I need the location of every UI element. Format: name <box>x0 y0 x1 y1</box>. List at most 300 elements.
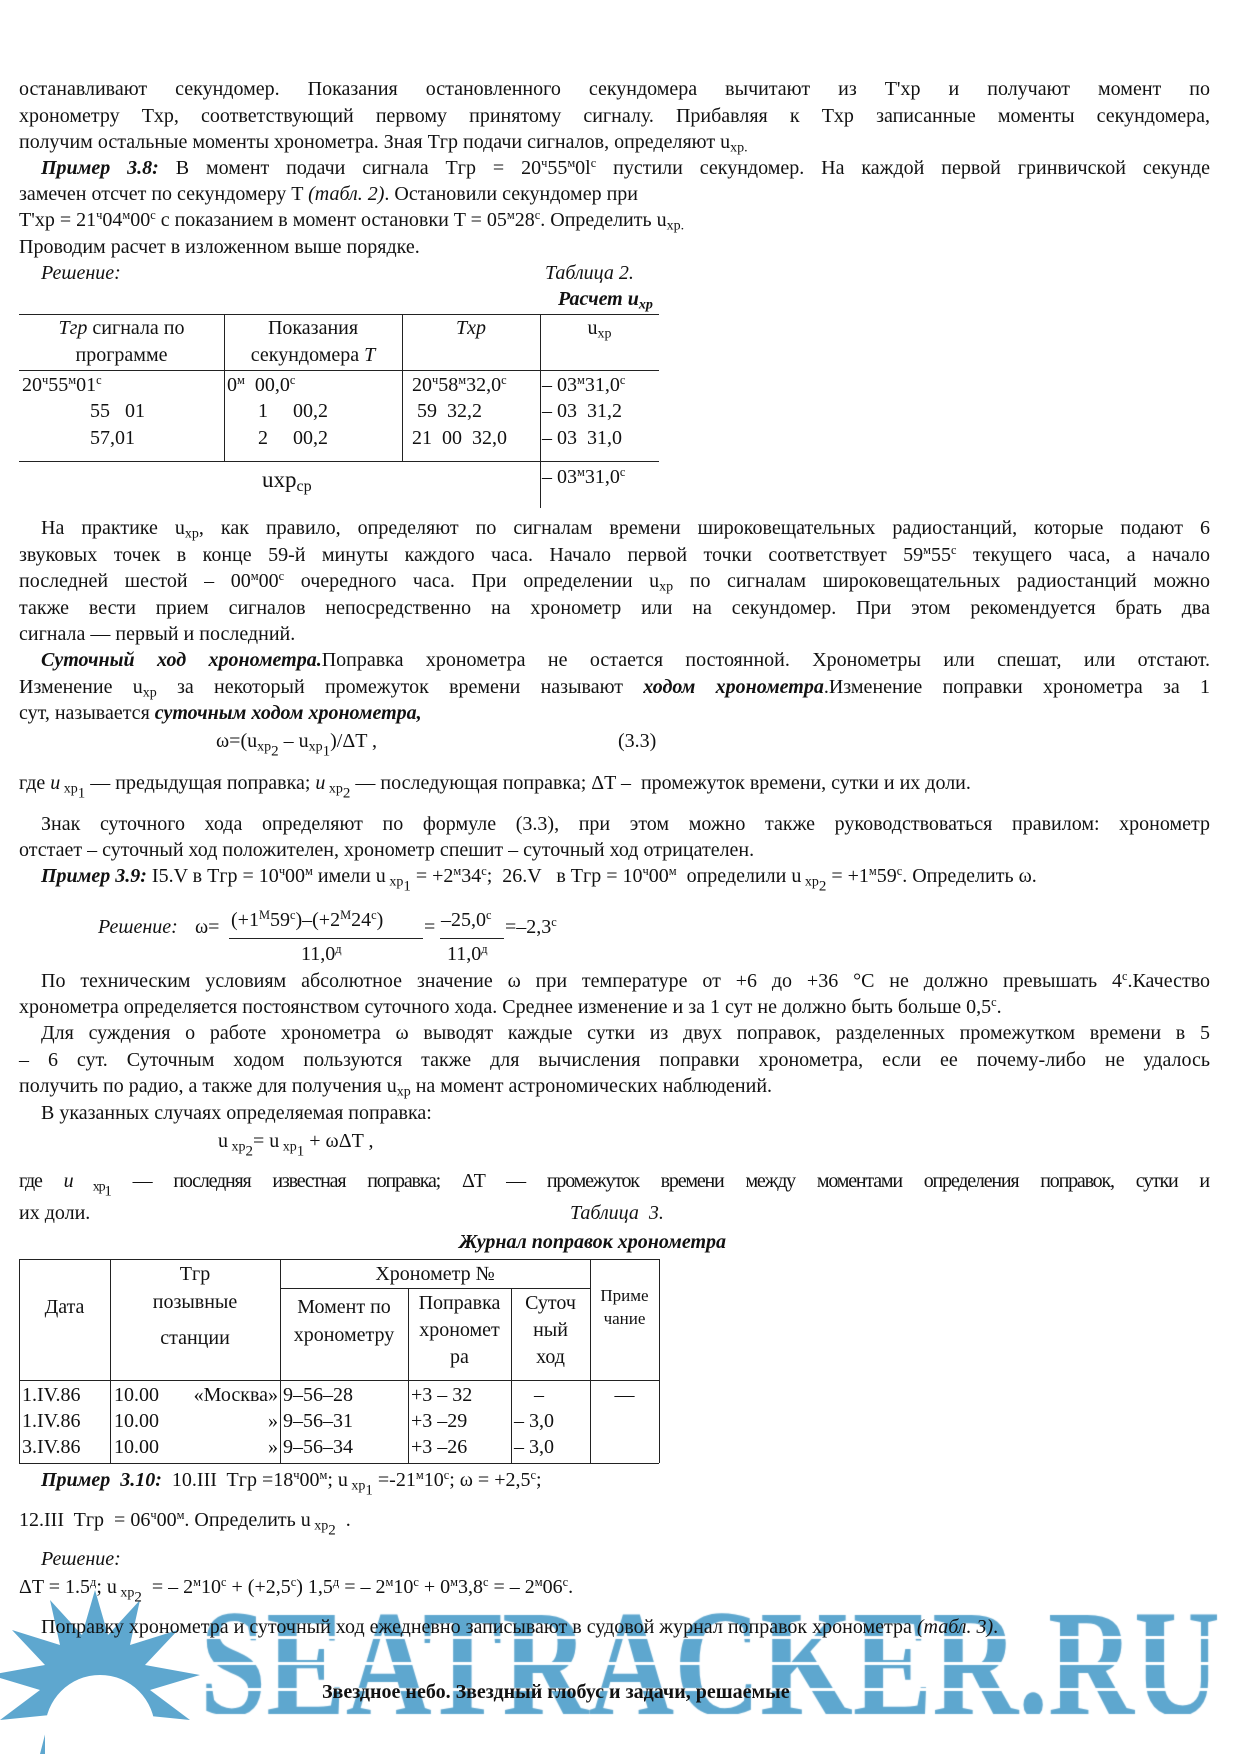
cell-stopwatch: 1 00,2 <box>258 400 328 422</box>
superscript: с <box>590 156 597 171</box>
text-segment: определили u <box>676 865 802 887</box>
text-segment: 10 <box>201 1576 221 1598</box>
text-line <box>19 837 754 863</box>
text-segment: , как правило, определяют по сигналам времени широковещательных радиостанций, которые подают 6 <box>198 517 1210 539</box>
subscript: 1 <box>296 1143 305 1160</box>
cell-uxp <box>542 372 625 398</box>
cell-stopwatch <box>227 372 295 398</box>
cell-txp: 59 32,2 <box>412 400 482 422</box>
footer-mean-value <box>542 464 625 490</box>
text-line <box>545 260 634 286</box>
header-txp: Txp <box>456 317 486 339</box>
text-segment: . Определить u <box>540 209 667 231</box>
header-tgr-line2: программе <box>75 344 168 366</box>
superscript: ч <box>96 208 103 223</box>
superscript: с <box>96 373 102 388</box>
text-line <box>19 542 1210 568</box>
text-line <box>19 207 684 233</box>
text-segment: (3.3) <box>618 730 657 752</box>
header-note: Приме <box>600 1286 649 1305</box>
superscript: м <box>577 373 585 388</box>
text-segment: 00 <box>156 1509 177 1531</box>
superscript: с <box>289 908 296 923</box>
header-sub: хр <box>597 326 612 342</box>
mean-label: uxp <box>262 467 297 492</box>
superscript: М <box>258 908 270 923</box>
text-segment: сут, называется <box>19 702 155 724</box>
text-segment: (табл. 3) <box>916 1616 994 1638</box>
superscript: с <box>991 995 997 1010</box>
text-segment: суточным ходом хронометра, <box>154 702 422 724</box>
header-correction-line2: хрономет <box>419 1319 500 1341</box>
text-line <box>41 647 1210 673</box>
superscript: с <box>551 915 557 930</box>
superscript: д <box>481 942 488 957</box>
text-line <box>41 155 1210 181</box>
text-segment: Расчет u <box>558 288 639 310</box>
subscript: хр. <box>730 140 748 156</box>
text-segment: 11,0 <box>301 943 336 965</box>
text-line <box>41 1100 432 1126</box>
cell-station: «Москва» <box>193 1384 278 1406</box>
cell-txp: 21 00 32,0 <box>412 427 507 449</box>
text-segment: В указанных случаях определяемая поправка: <box>41 1102 432 1124</box>
superscript: с <box>530 1468 536 1483</box>
text-segment: 01 <box>76 374 97 396</box>
text-segment: последней шестой – 00 <box>19 570 251 592</box>
text-segment: Таблица 3. <box>570 1202 664 1224</box>
superscript: м <box>453 864 462 879</box>
text-segment: = +1 <box>826 865 869 887</box>
header-tgr-text: сигнала по <box>87 317 185 339</box>
header-symbol: T <box>364 344 376 366</box>
text-line <box>41 1020 1210 1046</box>
text-line <box>218 1128 374 1160</box>
superscript: с <box>950 543 957 558</box>
text-segment: + 0 <box>418 1576 451 1598</box>
text-line <box>441 907 492 933</box>
text-segment: сигнала — первый и последний. <box>19 623 296 645</box>
subscript: xp <box>325 781 343 797</box>
text-line <box>19 1047 1210 1073</box>
header-rate-line2: ный <box>533 1319 568 1341</box>
header-rate-line3: ход <box>536 1346 565 1368</box>
subscript: 1 <box>77 785 86 802</box>
superscript: д <box>332 1575 340 1590</box>
text-segment: Пример 3.8: <box>41 157 159 179</box>
text-line <box>19 1168 1210 1200</box>
table-divider <box>280 1259 281 1463</box>
text-segment: ; ω = +2,5 <box>449 1469 531 1491</box>
text-line <box>447 941 488 967</box>
table-divider <box>19 461 659 462</box>
superscript: с <box>289 373 296 388</box>
text-segment: 10.III Tгр =18 <box>161 1469 294 1491</box>
fraction-bar <box>440 938 504 939</box>
header-date: Дата <box>44 1296 85 1318</box>
cell-uxp: – 03 31,2 <box>542 400 622 422</box>
cell-rate: – <box>534 1384 544 1406</box>
superscript: с <box>486 908 492 923</box>
superscript: с <box>562 1575 569 1590</box>
header-correction-line3: ра <box>450 1346 469 1368</box>
header-tgr-line3: станции <box>160 1327 230 1349</box>
text-segment: 0l <box>575 157 591 179</box>
superscript: м <box>250 569 259 584</box>
text-line <box>301 941 342 967</box>
text-line <box>41 863 1037 895</box>
header-text: секундомера <box>250 344 365 366</box>
text-segment: Суточный ход хронометра. <box>41 649 322 671</box>
superscript: д <box>90 1575 97 1590</box>
text-segment: звуковых точек в конце 59-й минуты каждого часа. Начало первой точки соответствует 59 <box>19 544 924 566</box>
text-segment: 28 <box>514 209 535 231</box>
superscript: с <box>150 208 156 223</box>
subscript: хр. <box>666 218 685 234</box>
text-segment: 32,0 <box>466 374 502 396</box>
cell-time: 10.00 <box>114 1410 159 1432</box>
subscript: xp <box>72 1179 105 1195</box>
superscript: м <box>668 864 677 879</box>
cell-moment: 9–56–28 <box>283 1384 353 1406</box>
text-segment: Поправку хронометра и суточный ход ежедневно записывают в судовой журнал поправок хронометра <box>41 1616 917 1638</box>
superscript: с <box>619 465 626 480</box>
text-segment: Проводим расчет в изложенном выше порядке. <box>19 236 420 258</box>
text-segment: 11,0 <box>447 943 482 965</box>
text-segment: T'хр = 21 <box>19 209 97 231</box>
cell-correction: +3 –29 <box>411 1410 468 1432</box>
text-segment: 10 <box>423 1469 444 1491</box>
text-segment: 10 <box>393 1576 414 1598</box>
superscript: ч <box>150 1508 157 1523</box>
superscript: ч <box>42 373 49 388</box>
header-tgr <box>19 315 224 341</box>
cell-moment: 9–56–34 <box>283 1436 353 1458</box>
cell-date: 1.IV.86 <box>22 1384 81 1406</box>
text-line <box>459 1229 726 1255</box>
text-segment: 20 <box>412 374 432 396</box>
text-segment: получить по радио, а также для получения u <box>19 1075 397 1097</box>
subscript: xp <box>279 1139 297 1155</box>
text-line <box>19 129 748 155</box>
superscript: м <box>450 1575 458 1590</box>
text-segment: . <box>996 996 1002 1018</box>
text-segment: ; u <box>96 1576 117 1598</box>
text-line <box>41 1614 998 1640</box>
header-uxp <box>540 315 659 341</box>
text-segment: хронометру Tхр, соответствующий первому принятому сигналу. Прибавляя к Tхр записанные моменты секундомера, <box>19 105 1210 127</box>
superscript: с <box>290 1575 297 1590</box>
text-line <box>41 968 1210 994</box>
superscript: м <box>237 373 245 388</box>
text-segment: ω= <box>195 916 220 938</box>
text-segment: Решение: <box>41 1548 121 1570</box>
text-segment: . <box>993 1616 999 1638</box>
text-line <box>41 260 121 286</box>
superscript: ч <box>278 864 286 879</box>
text-segment: )–(+2 <box>295 909 341 931</box>
table-divider <box>280 1288 590 1289</box>
text-segment: 24 <box>351 909 372 931</box>
footer-mean-label <box>262 464 312 496</box>
superscript: с <box>443 1468 450 1483</box>
text-line <box>19 621 295 647</box>
cell-date: 1.IV.86 <box>22 1410 81 1432</box>
header-stopwatch: Показания <box>267 317 359 339</box>
text-segment: очередного часа. При определении u <box>284 570 660 592</box>
text-segment: Поправка хронометра не остается постоянной. Хронометры или спешат, или отстают. <box>321 649 1211 671</box>
superscript: с <box>1121 969 1128 984</box>
superscript: с <box>501 373 507 388</box>
text-segment: их доли. <box>19 1202 91 1224</box>
text-segment: 3,8 <box>457 1576 483 1598</box>
cell-txp <box>412 372 507 398</box>
cell-tgr: 55 01 <box>90 400 145 422</box>
text-segment: . <box>335 1509 351 1531</box>
cell-time: 10.00 <box>114 1384 159 1406</box>
superscript: м <box>923 543 931 558</box>
text-segment: – 03 <box>542 466 577 488</box>
text-line <box>19 1507 351 1539</box>
subscript: xp <box>385 874 404 890</box>
cell-station: » <box>268 1436 278 1458</box>
text-segment: ходом хронометра <box>643 676 824 698</box>
cell-moment: 9–56–31 <box>283 1410 353 1432</box>
cell-date: 3.IV.86 <box>22 1436 81 1458</box>
text-line <box>424 914 435 940</box>
header-tgr: Тгр <box>179 1263 211 1285</box>
text-segment: 55 <box>48 374 69 396</box>
text-line <box>98 914 178 940</box>
text-segment: 59 <box>269 909 290 931</box>
cell-stopwatch: 2 00,2 <box>258 427 328 449</box>
subscript: 1 <box>403 878 411 895</box>
text-line <box>41 1467 542 1499</box>
text-segment: = <box>424 916 436 938</box>
text-segment: Для суждения о работе хронометра ω выводят каждые сутки из двух поправок, разделенных промежутком времени в 5 <box>41 1022 1210 1044</box>
text-segment: на момент астрономических наблюдений. <box>410 1075 773 1097</box>
text-line <box>19 568 1210 594</box>
superscript: ч <box>432 373 439 388</box>
text-segment: пустили секундомер. На каждой первой гринвичской секунде <box>596 157 1211 179</box>
subscript: хр <box>396 1084 411 1100</box>
text-line <box>19 103 1210 129</box>
cell-correction: +3 – 32 <box>411 1384 473 1406</box>
text-segment: 58 <box>438 374 459 396</box>
text-segment: 55 <box>547 157 568 179</box>
superscript: с <box>534 208 541 223</box>
superscript: м <box>193 1575 201 1590</box>
superscript: м <box>534 1575 543 1590</box>
text-segment: 20 <box>22 374 42 396</box>
text-line <box>19 595 1210 621</box>
text-line <box>19 674 1210 700</box>
text-segment: ; 26.V в Tгр = 10 <box>486 865 643 887</box>
header-rate: Суточ <box>525 1292 576 1314</box>
superscript: м <box>577 465 585 480</box>
text-segment: По техническим условиям абсолютное значение ω при температуре от +6 до +36 °С не должно превышать 4 <box>41 970 1122 992</box>
text-segment: Изменение u <box>19 676 143 698</box>
cell-station: » <box>268 1410 278 1432</box>
text-segment: также вести прием сигналов непосредственно на хронометр или на секундомер. При этом рекомендуется брать два <box>19 597 1210 619</box>
subscript: 1 <box>104 1183 111 1200</box>
text-line <box>322 1679 790 1705</box>
header-tgr-symbol: Tгр <box>58 317 88 339</box>
text-segment: хронометра определяется постоянством суточного хода. Среднее изменение и за 1 сут не должно быть больше 0,5 <box>19 996 992 1018</box>
text-line <box>570 1200 664 1226</box>
text-segment: замечен отсчет по секундомеру T <box>19 183 309 205</box>
text-segment: Решение: <box>41 262 121 284</box>
text-segment: где <box>19 1170 64 1192</box>
header-moment-line2: хронометру <box>293 1324 395 1346</box>
text-segment: — предыдущая поправка; <box>85 772 316 794</box>
cell-note: — <box>614 1384 635 1406</box>
text-segment: –25,0 <box>441 909 486 931</box>
cell-rate: – 3,0 <box>514 1436 554 1458</box>
text-line <box>41 1546 121 1572</box>
text-segment: Журнал поправок хронометра <box>459 1231 727 1253</box>
text-segment: – 6 сут. Суточным ходом пользуются также для вычисления поправки хронометра, если ее почему-либо не удалось <box>19 1049 1210 1071</box>
text-segment: . Определить u <box>184 1509 311 1531</box>
text-line <box>19 1200 90 1226</box>
subscript: 2 <box>818 878 827 895</box>
table-divider <box>19 1259 659 1260</box>
cell-tgr <box>22 372 102 398</box>
subscript: xp <box>308 739 323 755</box>
superscript: с <box>221 1575 227 1590</box>
text-segment: .Качество <box>1127 970 1210 992</box>
subscript: 2 <box>271 743 279 760</box>
header-chronometer: Хронометр № <box>375 1263 495 1285</box>
superscript: с <box>619 373 626 388</box>
text-segment: 00 <box>648 865 669 887</box>
text-segment: — последующая поправка; ΔT – промежуток времени, сутки и их доли. <box>350 772 971 794</box>
text-line <box>216 728 378 760</box>
table-divider <box>540 314 541 508</box>
text-segment: В момент подачи сигнала Tгр = 20 <box>158 157 542 179</box>
superscript: м <box>868 864 877 879</box>
superscript: М <box>340 908 352 923</box>
superscript: м <box>68 373 77 388</box>
text-line <box>505 914 557 940</box>
text-segment: .Изменение поправки хронометра за 1 <box>823 676 1210 698</box>
superscript: м <box>506 208 515 223</box>
subscript: xp <box>347 1478 366 1494</box>
text-line <box>195 914 219 940</box>
subscript: xp <box>257 739 272 755</box>
text-segment: = – 2 <box>488 1576 535 1598</box>
subscript: хр <box>142 685 157 701</box>
text-segment: 55 <box>930 544 951 566</box>
subscript: xp <box>228 1139 246 1155</box>
text-segment: u <box>315 772 326 794</box>
header-tgr-line2: позывные <box>152 1291 238 1313</box>
header-stopwatch-line2 <box>224 342 402 368</box>
subscript: хр <box>184 526 199 542</box>
subscript: xp <box>310 1518 329 1534</box>
cell-tgr: 57,01 <box>90 427 135 449</box>
cell-rate: – 3,0 <box>514 1410 554 1432</box>
table-divider <box>19 1463 659 1464</box>
superscript: с <box>278 569 285 584</box>
superscript: д <box>335 942 342 957</box>
superscript: м <box>319 1468 328 1483</box>
text-segment: . <box>568 1576 574 1598</box>
header-moment: Момент по <box>297 1296 391 1318</box>
text-line <box>618 728 656 754</box>
text-segment: I5.V в Tгр = 10 <box>146 865 279 887</box>
text-segment: 00 <box>299 1469 320 1491</box>
subscript: хр <box>659 579 674 595</box>
text-line <box>19 181 638 207</box>
text-line <box>19 76 1210 102</box>
text-segment: На практике u <box>41 517 185 539</box>
subscript: 2 <box>245 1143 253 1160</box>
text-segment: 59 <box>876 865 897 887</box>
text-segment: текущего часа, а начало <box>956 544 1211 566</box>
text-segment: = +2 <box>410 865 454 887</box>
superscript: ч <box>541 156 548 171</box>
subscript: 2 <box>134 1589 142 1606</box>
text-line <box>19 994 1002 1020</box>
header-note-line2: чание <box>603 1309 646 1328</box>
text-line <box>231 907 383 933</box>
text-segment: отстает – суточный ход положителен, хронометр спешит – суточный ход отрицателен. <box>19 839 755 861</box>
text-segment: 12.III Tгр = 06 <box>19 1509 151 1531</box>
text-segment: Знак суточного хода определяют по формуле (3.3), при этом можно также руководствоваться правилом: хронометр <box>41 813 1210 835</box>
text-line <box>19 234 420 260</box>
text-segment: по сигналам широковещательных радиостанций можно <box>673 570 1211 592</box>
header-correction: Поправка <box>418 1292 501 1314</box>
superscript: м <box>176 1508 185 1523</box>
text-segment: . Определить ω. <box>902 865 1037 887</box>
superscript: ч <box>293 1468 300 1483</box>
text-segment: останавливают секундомер. Показания остановленного секундомера вычитают из T'хр и получают момент по <box>19 78 1210 100</box>
text-segment: Звездное небо. Звездный глобус и задачи, решаемые <box>322 1681 790 1703</box>
text-segment: Пример 3.9: <box>41 865 147 887</box>
text-segment: + ωΔT , <box>304 1130 374 1152</box>
text-line <box>41 515 1210 541</box>
superscript: м <box>385 1575 394 1590</box>
text-segment: 31,0 <box>584 466 620 488</box>
text-segment: + (+2,5 <box>226 1576 291 1598</box>
text-segment: получим остальные моменты хронометра. Зная Tгр подачи сигналов, определяют u <box>19 131 731 153</box>
superscript: м <box>458 373 467 388</box>
mean-label-sub: ср <box>296 478 312 496</box>
superscript: с <box>896 864 903 879</box>
subscript: 1 <box>322 743 331 760</box>
table-divider <box>19 1380 659 1381</box>
text-segment: за некоторый промежуток времени называют <box>156 676 644 698</box>
text-segment: 0 <box>227 374 237 396</box>
text-segment: = u <box>253 1130 280 1152</box>
text-segment: где <box>19 772 51 794</box>
subscript: 2 <box>328 1522 336 1539</box>
text-segment: (+1 <box>231 909 259 931</box>
text-segment: )/ΔT , <box>330 730 378 752</box>
text-segment: 04 <box>102 209 123 231</box>
text-line <box>558 286 653 312</box>
text-segment: 00 <box>258 570 279 592</box>
text-line <box>19 700 422 726</box>
text-segment: (табл. 2) <box>308 183 385 205</box>
text-segment: — последняя известная поправка; ΔT — промежуток времени между моментами определения поправок, сутки и <box>110 1170 1209 1192</box>
subscript: 2 <box>342 785 351 802</box>
text-segment: 00 <box>130 209 151 231</box>
superscript: м <box>415 1468 424 1483</box>
text-segment: 00,0 <box>244 374 290 396</box>
superscript: с <box>371 908 377 923</box>
